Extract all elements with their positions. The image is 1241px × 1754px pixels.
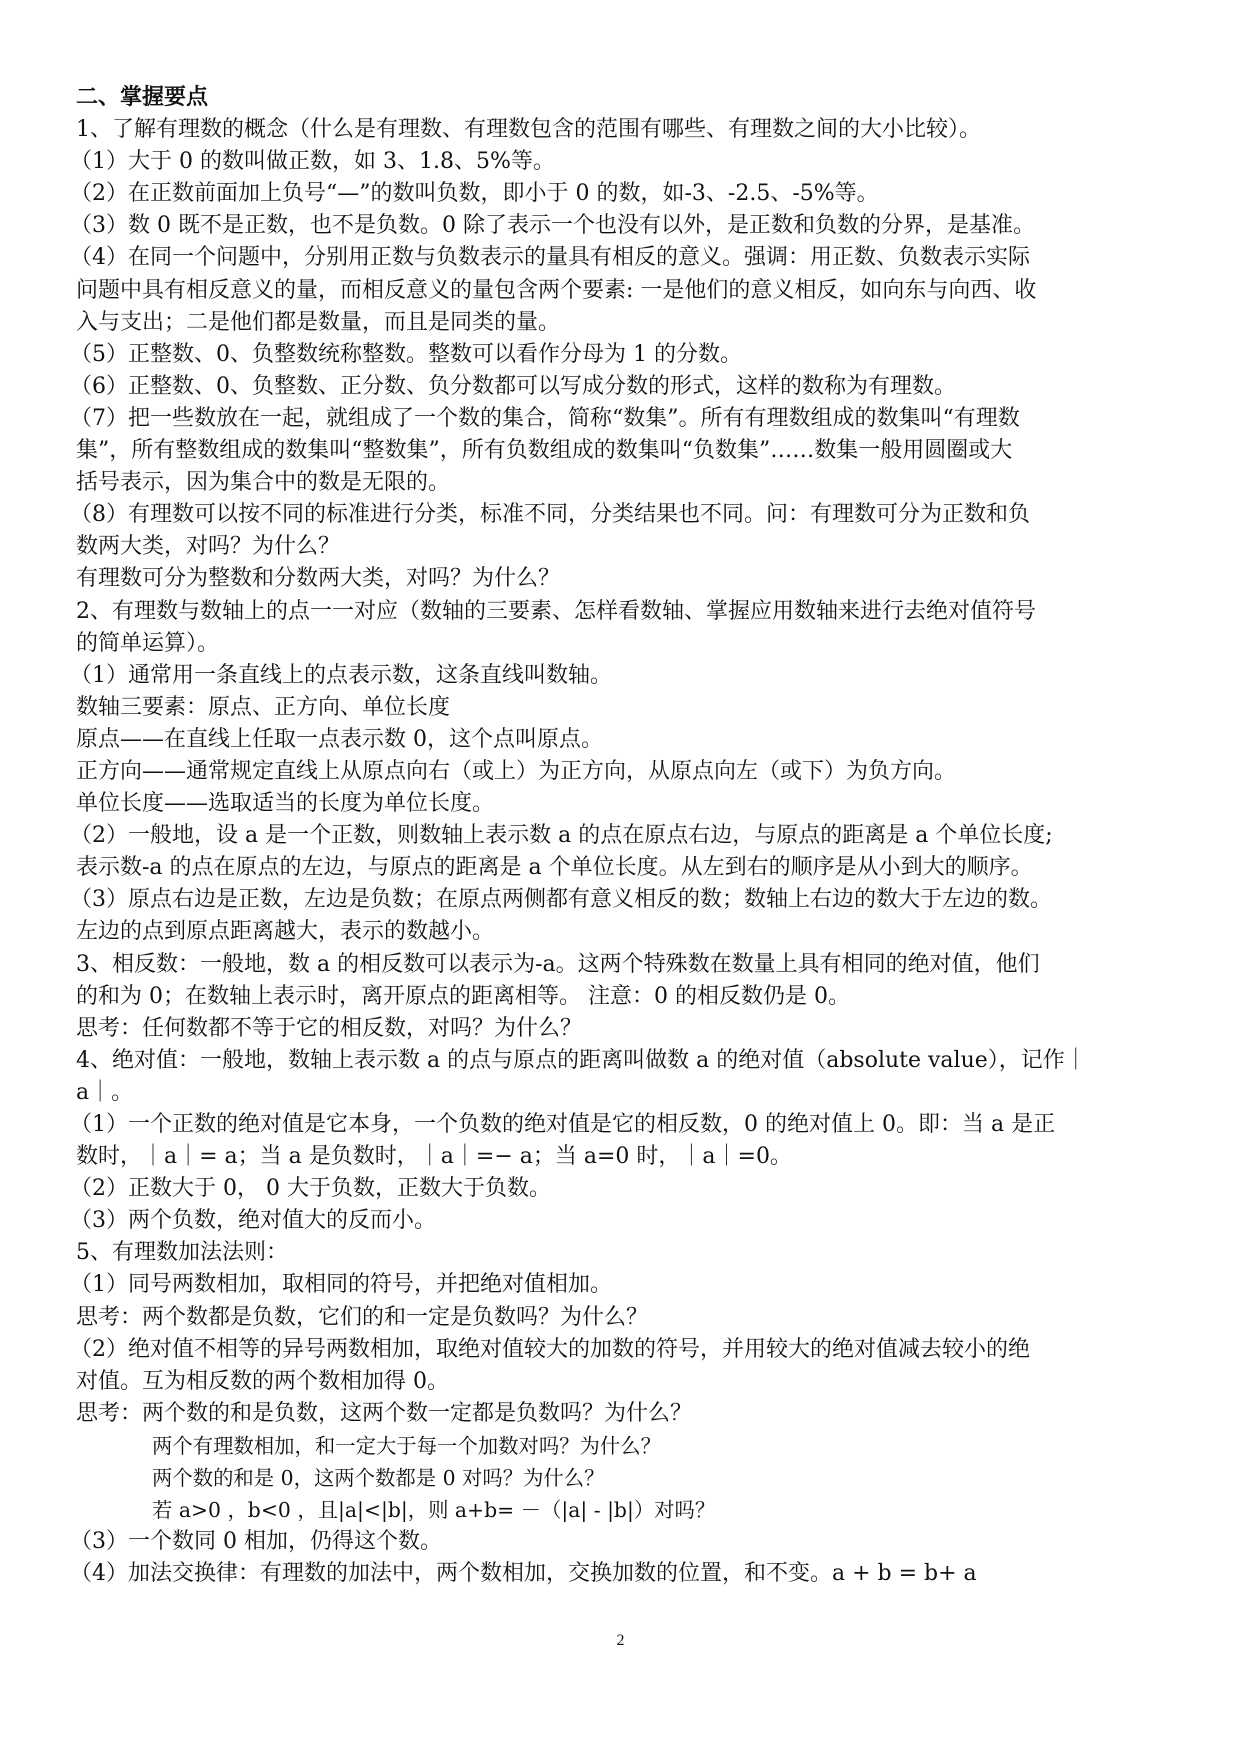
text-line: a｜。 xyxy=(76,1079,134,1105)
text-line: 思考：两个数都是负数，它们的和一定是负数吗？为什么？ xyxy=(76,1304,649,1330)
text-line: （1）通常用一条直线上的点表示数，这条直线叫数轴。 xyxy=(70,662,612,688)
text-line: （8）有理数可以按不同的标准进行分类，标准不同，分类结果也不同。问：有理数可分为正数和负 xyxy=(70,502,1031,528)
text-line: 2、有理数与数轴上的点一一对应（数轴的三要素、怎样看数轴、掌握应用数轴来进行去绝对值符号 xyxy=(76,598,1037,624)
text-line: 3、相反数：一般地，数 a 的相反数可以表示为-a。这两个特殊数在数量上具有相同的绝对值，他们 xyxy=(76,951,1040,977)
text-line: （4）在同一个问题中，分别用正数与负数表示的量具有相反的意义。强调：用正数、负数表示实际 xyxy=(70,245,1031,271)
text-line: （6）正整数、0、负整数、正分数、负分数都可以写成分数的形式，这样的数称为有理数。 xyxy=(70,373,956,399)
document-body xyxy=(70,82,1166,1590)
text-line: 5、有理数加法法则： xyxy=(76,1240,288,1266)
text-line: 表示数-a 的点在原点的左边，与原点的距离是 a 个单位长度。从左到右的顺序是从小到大的顺序。 xyxy=(76,855,1033,881)
text-line: （1）同号两数相加，取相同的符号，并把绝对值相加。 xyxy=(70,1272,612,1298)
text-line: 思考：两个数的和是负数，这两个数一定都是负数吗？为什么？ xyxy=(76,1400,693,1426)
text-line: （2）在正数前面加上负号“—”的数叫负数，即小于 0 的数，如-3、-2.5、-5%等。 xyxy=(70,181,879,207)
text-line: （2）绝对值不相等的异号两数相加，取绝对值较大的加数的符号，并用较大的绝对值减去较小的绝 xyxy=(70,1336,1031,1362)
text-line: 两个有理数相加，和一定大于每一个加数对吗？为什么？ xyxy=(152,1433,661,1458)
text-line: 集”，所有整数组成的数集叫“整数集”，所有负数组成的数集叫“负数集”……数集一般用圆圈或大 xyxy=(76,438,1013,464)
text-line: （2）一般地，设 a 是一个正数，则数轴上表示数 a 的点在原点右边，与原点的距离是 a 个单位长度; xyxy=(70,823,1053,849)
page-number: 2 xyxy=(616,1632,625,1649)
text-line: 1、了解有理数的概念（什么是有理数、有理数包含的范围有哪些、有理数之间的大小比较）。 xyxy=(76,117,982,143)
text-line: 思考：任何数都不等于它的相反数，对吗？为什么？ xyxy=(76,1015,583,1041)
text-line: （3）原点右边是正数，左边是负数；在原点两侧都有意义相反的数；数轴上右边的数大于左边的数。 xyxy=(70,887,1053,913)
text-line: 的简单运算）。 xyxy=(76,630,220,656)
text-line: 数两大类，对吗？为什么？ xyxy=(76,534,341,560)
text-line: 入与支出；二是他们都是数量，而且是同类的量。 xyxy=(76,309,561,335)
text-line: 括号表示，因为集合中的数是无限的。 xyxy=(76,470,451,496)
text-line: （1）一个正数的绝对值是它本身，一个负数的绝对值是它的相反数，0 的绝对值上 0。即：当 a 是正 xyxy=(70,1112,1056,1137)
text-line: 原点——在直线上任取一点表示数 0，这个点叫原点。 xyxy=(76,726,603,752)
text-line: 4、绝对值：一般地，数轴上表示数 a 的点与原点的距离叫做数 a 的绝对值（absolute value），记作｜ xyxy=(76,1047,1087,1073)
text-line: 两个数的和是 0，这两个数都是 0 对吗？为什么？ xyxy=(152,1466,605,1491)
text-line: 对值。互为相反数的两个数相加得 0。 xyxy=(76,1368,449,1394)
text-line: （3）一个数同 0 相加，仍得这个数。 xyxy=(70,1529,442,1555)
text-line: 正方向——通常规定直线上从原点向右（或上）为正方向，从原点向左（或下）为负方向。 xyxy=(76,758,957,784)
text-line: 数轴三要素：原点、正方向、单位长度 xyxy=(76,694,451,720)
text-line: （4）加法交换律：有理数的加法中，两个数相加，交换加数的位置，和不变。a + b = b+ a xyxy=(70,1561,977,1587)
text-line: 有理数可分为整数和分数两大类，对吗？为什么？ xyxy=(76,566,561,592)
text-line: （5）正整数、0、负整数统称整数。整数可以看作分母为 1 的分数。 xyxy=(70,341,742,367)
text-line: 数时，｜a｜= a；当 a 是负数时，｜a｜=− a；当 a=0 时，｜a｜=0。 xyxy=(76,1144,792,1170)
text-line: 单位长度——选取适当的长度为单位长度。 xyxy=(76,791,495,817)
text-line: （3）两个负数，绝对值大的反而小。 xyxy=(70,1208,436,1234)
text-line: （7）把一些数放在一起，就组成了一个数的集合，简称“数集”。所有有理数组成的数集叫“有理数 xyxy=(70,405,1020,431)
text-line: （1）大于 0 的数叫做正数，如 3、1.8、5%等。 xyxy=(70,149,555,175)
text-line: （2）正数大于 0， 0 大于负数，正数大于负数。 xyxy=(70,1176,551,1202)
text-line: 的和为 0；在数轴上表示时，离开原点的距离相等。 注意：0 的相反数仍是 0。 xyxy=(76,983,850,1009)
text-line: 左边的点到原点距离越大，表示的数越小。 xyxy=(76,919,495,945)
text-line: （3）数 0 既不是正数，也不是负数。0 除了表示一个也没有以外，是正数和负数的分界，是基准。 xyxy=(70,213,1035,239)
text-line: 若 a>0 ，b<0 ，且|a|<|b|，则 a+b= －（|a| - |b|）对吗？ xyxy=(152,1498,716,1523)
section-heading: 二、掌握要点 xyxy=(76,85,209,110)
text-line: 问题中具有相反意义的量，而相反意义的量包含两个要素: 一是他们的意义相反，如向东与向西、收 xyxy=(76,277,1037,303)
